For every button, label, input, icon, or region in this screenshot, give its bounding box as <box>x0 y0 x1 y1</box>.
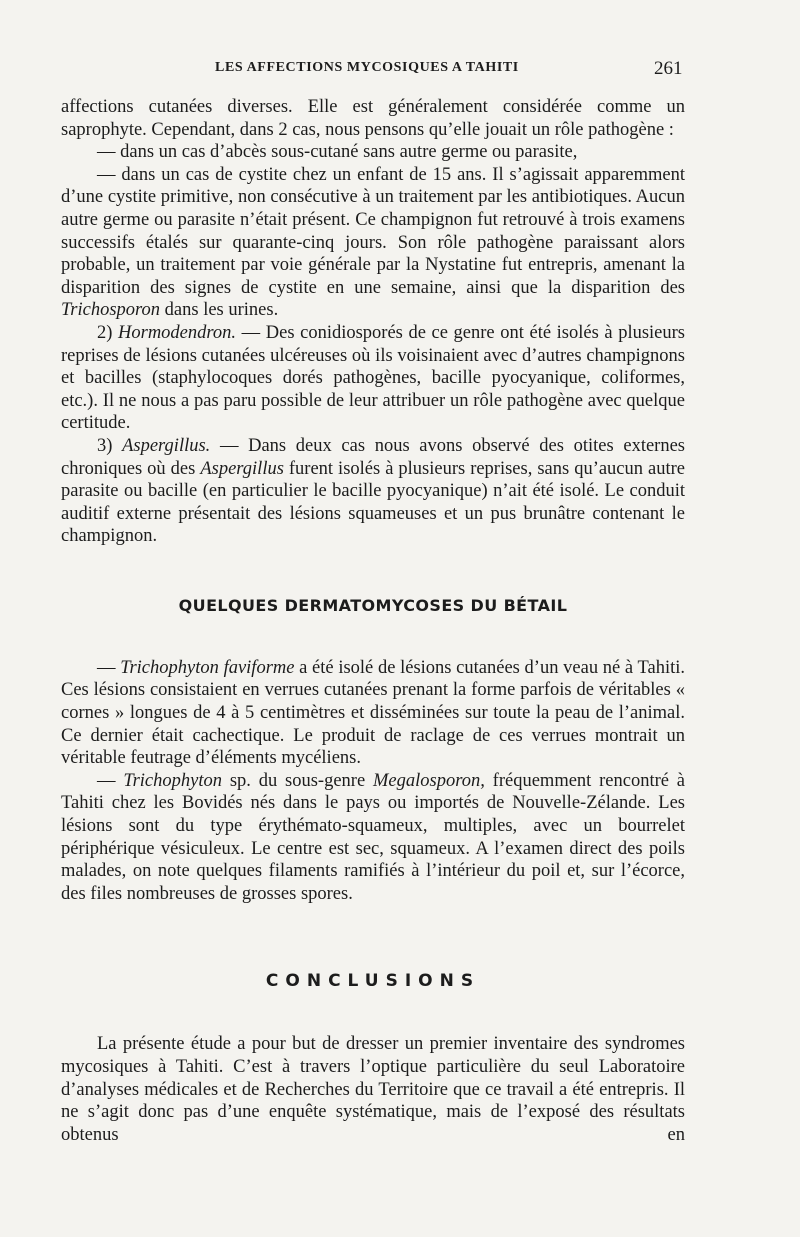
aspergillus-name: Aspergillus. <box>122 435 211 456</box>
aspergillus-paragraph <box>61 435 685 548</box>
faviforme-name: Trichophyton faviforme <box>120 657 295 678</box>
faviforme-paragraph <box>61 657 685 770</box>
hormodendron-paragraph <box>61 322 685 435</box>
megalosporon-text-1: sp. du sous-genre <box>222 770 373 791</box>
hormodendron-number: 2) <box>97 322 119 343</box>
case-cystite <box>61 164 685 322</box>
section-title-betail: QUELQUES DERMATOMYCOSES DU BÉTAIL <box>178 595 568 615</box>
conclusions-paragraph: La présente étude a pour but de dresser un premier inventaire des syndromes mycosiques à Tahiti. C’est à travers l’optique particulière du seul Laboratoire d’analyses médicales et de Recherches du Territoire que ce travail a été entrepris. Il ne s’agit donc pas d’une enquête systématique, mais de l’exposé des résultats obtenus en <box>61 1034 685 1145</box>
megalosporon-paragraph <box>61 770 685 906</box>
megalosporon-name: Megalosporon, <box>373 770 485 791</box>
aspergillus-text-1: — Dans deux cas nous avons observé des otites externes chroniques où des <box>61 435 685 479</box>
hormodendron-name: Hormodendron. <box>118 322 237 343</box>
aspergillus-text-2: furent isolés à plusieurs reprises, sans qu’aucun autre parasite ou bacille (en particulier le bacille pyocyanique) n’ait été isolé. Le conduit auditif externe présentait des lésions squameuses et un pus brunâtre contenant le champignon. <box>61 458 685 547</box>
megalosporon-text-2: fréquemment rencontré à Tahiti chez les Bovidés nés dans le pays ou importés de Nouvelle-Zélande. Les lésions sont du type érythémato-squameux, multiples, avec un bourrelet périphérique vésiculeux. Le centre est sec, squameux. A l’examen direct des poils malades, on note quelques filaments ramifiés à l’intérieur du poil et, sur l’écorce, des files nombreuses de grosses spores. <box>61 770 686 904</box>
hormodendron-text: — Des conidiosporés de ce genre ont été isolés à plusieurs reprises de lésions cutanées ulcéreuses où ils voisinaient avec d’autres champignons et bacilles (staphylocoques dorés pathogènes, bacille pyocyanique, coliformes, etc.). Il ne nous a pas paru possible de leur attribuer un rôle pathogène avec quelque certitude. <box>61 322 685 434</box>
section-title-conclusions: CONCLUSIONS <box>265 971 481 992</box>
faviforme-text: a été isolé de lésions cutanées d’un veau né à Tahiti. Ces lésions consistaient en verrues cutanées prenant la forme parfois de véritables « cornes » longues de 4 à 5 centimètres et disséminées sur toute la peau de l’animal. Ce dernier était cachectique. Le produit de raclage de ces verrues montrait un véritable feutrage d’éléments mycéliens. <box>61 657 686 769</box>
case-cystite-end: dans les urines. <box>160 300 279 321</box>
case-abces: — dans un cas d’abcès sous-cutané sans autre germe ou parasite, <box>97 142 578 163</box>
aspergillus-name-2: Aspergillus <box>200 458 284 479</box>
intro-paragraph: affections cutanées diverses. Elle est généralement considérée comme un saprophyte. Cependant, dans 2 cas, nous pensons qu’elle jouait un rôle pathogène : <box>61 97 685 140</box>
aspergillus-number: 3) <box>97 435 123 456</box>
running-title: LES AFFECTIONS MYCOSIQUES A TAHITI <box>215 60 519 75</box>
case-cystite-genus: Trichosporon <box>61 300 161 321</box>
faviforme-dash: — <box>97 657 121 678</box>
case-cystite-text: — dans un cas de cystite chez un enfant de 15 ans. Il s’agissait apparemment d’une cystite primitive, non consécutive à un traitement par les antibiotiques. Aucun autre germe ou parasite n’était présent. Ce champignon fut retrouvé à trois examens successifs étalés sur quarante-cinq jours. Son rôle pathogène paraissant alors probable, un traitement par voie générale par la Nystatine fut entrepris, amenant la disparition des signes de cystite en une semaine, ainsi que la disparition des <box>61 164 685 298</box>
megalosporon-dash: — <box>97 770 124 791</box>
page-number: 261 <box>654 58 683 79</box>
trichophyton-name: Trichophyton <box>123 770 222 791</box>
body-text <box>61 96 685 1146</box>
page-header <box>0 60 800 82</box>
